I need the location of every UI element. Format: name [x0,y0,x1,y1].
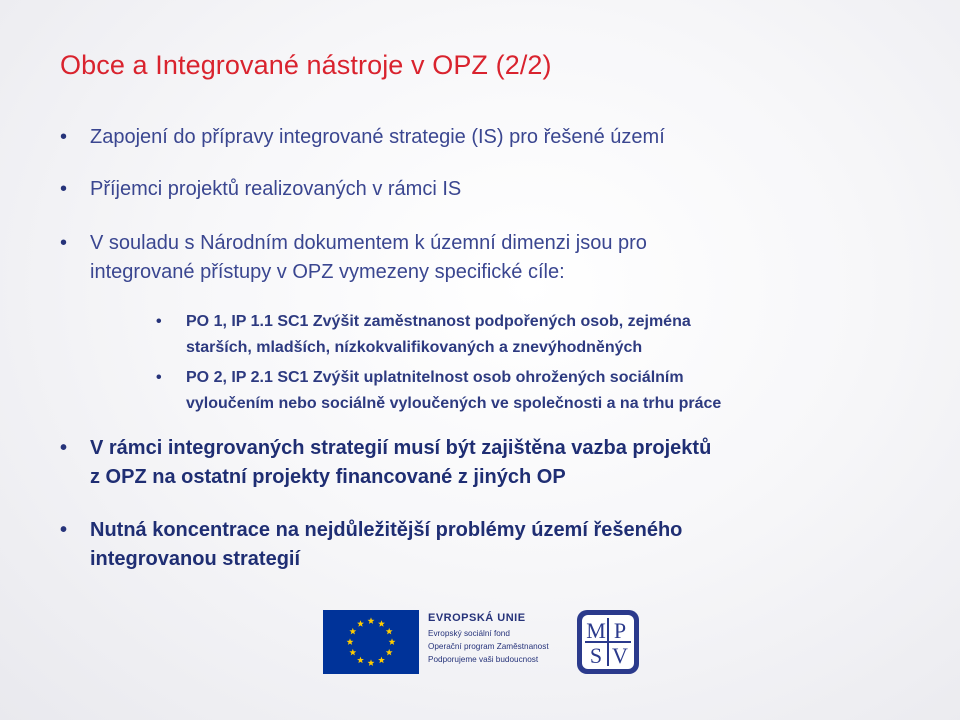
bullet-line-1: V souladu s Národním dokumentem k územní dimenzi jsou pro [90,232,647,254]
eu-stars [323,610,419,674]
bullet-text: Příjemci projektů realizovaných v rámci IS [90,178,462,200]
eu-star-icon [386,628,393,635]
bullet-dot: • [156,313,162,330]
eu-star-icon [368,659,375,666]
eu-line-2: Operační program Zaměstnanost [428,642,549,651]
sub-bullet-po2 [156,365,722,417]
mpsv-letter-v: V [612,643,628,668]
mpsv-logo-icon [576,609,640,675]
eu-line-3: Podporujeme vaši budoucnost [428,655,539,664]
eu-star-icon [386,649,393,656]
mpsv-letter-s: S [589,643,603,668]
eu-flag-icon [323,610,419,674]
bullet-prijemci [60,175,462,204]
eu-star-icon [368,617,375,624]
bullet-line-1: V rámci integrovaných strategií musí být zajištěna vazba projektů [90,437,712,459]
bullet-line-1: Nutná koncentrace na nejdůležitější problémy území řešeného [90,519,683,541]
bullet-dot: • [156,369,162,386]
bullet-dot: • [60,232,68,254]
bullet-line-2: integrovanou strategií [90,548,301,570]
bullet-line-2: starších, mladších, nízkokvalifikovaných a znevýhodněných [186,339,643,356]
bullet-vazba [60,434,712,492]
eu-title: EVROPSKÁ UNIE [428,612,526,624]
bullet-dot: • [60,126,68,148]
bullet-line-2: integrované přístupy v OPZ vymezeny specifické cíle: [90,261,565,283]
eu-line-1: Evropský sociální fond [428,629,510,638]
mpsv-letter-m: M [586,618,606,643]
bullet-line-2: vyloučením nebo sociálně vyloučených ve společnosti a na trhu práce [186,395,722,412]
eu-star-icon [357,657,364,664]
bullet-dot: • [60,437,68,459]
eu-star-icon [378,620,385,627]
footer-logos [0,600,960,720]
bullet-zapojeni [60,123,665,152]
eu-star-icon [389,638,396,645]
sub-bullet-po1 [156,309,691,361]
bullet-line-2: z OPZ na ostatní projekty financované z jiných OP [90,466,566,488]
eu-star-icon [347,638,354,645]
bullet-text: Zapojení do přípravy integrované strategie (IS) pro řešené území [90,126,665,148]
eu-star-icon [357,620,364,627]
bullet-line-1: PO 2, IP 2.1 SC1 Zvýšit uplatnitelnost osob ohrožených sociálním [186,369,684,386]
bullet-souladu [60,229,647,287]
bullet-dot: • [60,519,68,541]
eu-star-icon [378,657,385,664]
slide-title: Obce a Integrované nástroje v OPZ (2/2) [60,50,552,80]
mpsv-letter-p: P [613,618,627,643]
bullet-koncentrace [60,516,683,574]
bullet-dot: • [60,178,68,200]
eu-star-icon [349,649,356,656]
bullet-line-1: PO 1, IP 1.1 SC1 Zvýšit zaměstnanost podpořených osob, zejména [186,313,691,330]
eu-star-icon [349,628,356,635]
eu-text-block [428,612,568,666]
